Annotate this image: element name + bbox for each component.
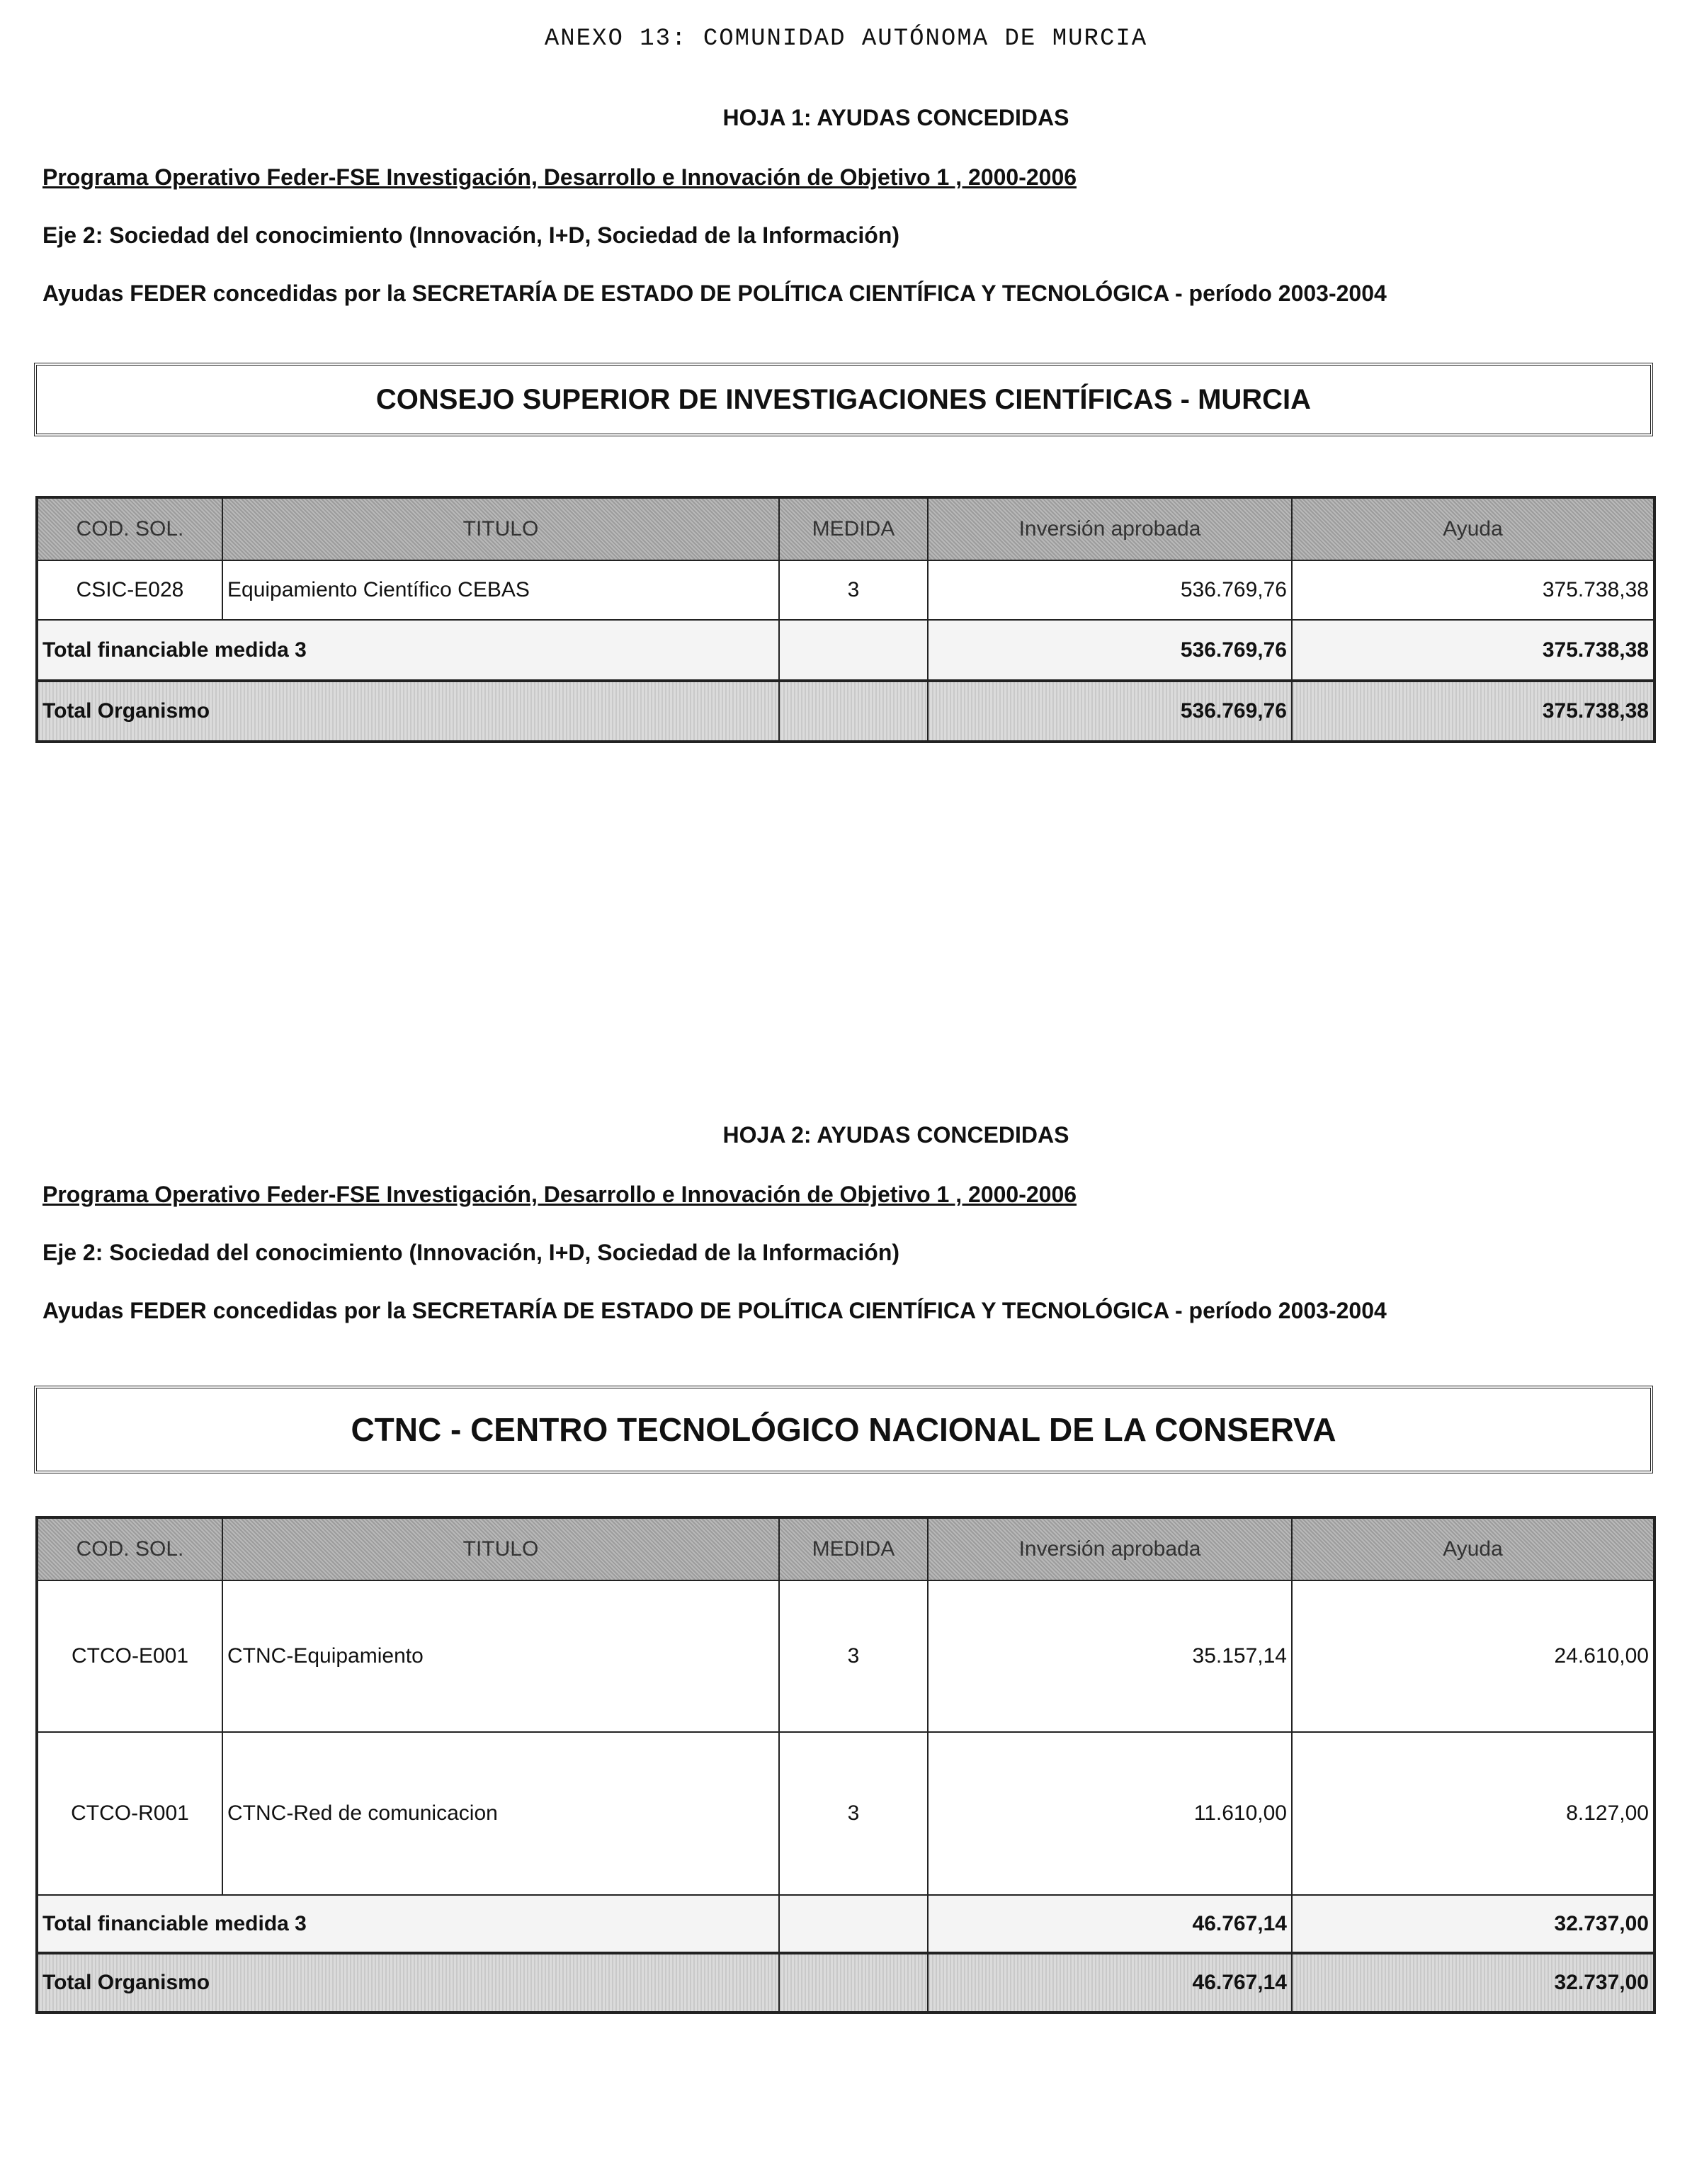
total-organismo-row bbox=[37, 681, 1654, 742]
col-ayuda: Ayuda bbox=[1292, 497, 1654, 560]
cell-medida: 3 bbox=[779, 560, 928, 620]
hoja-2-organismo-box bbox=[34, 1386, 1653, 1473]
total-organismo-row bbox=[37, 1953, 1654, 2013]
total-medida-row bbox=[37, 620, 1654, 681]
cell-cod: CTCO-R001 bbox=[37, 1732, 222, 1895]
total-organismo-empty bbox=[779, 1953, 928, 2013]
total-organismo-empty bbox=[779, 681, 928, 742]
cell-inversion: 35.157,14 bbox=[928, 1580, 1292, 1732]
annex-title: ANEXO 13: COMUNIDAD AUTÓNOMA DE MURCIA bbox=[544, 26, 1148, 52]
cell-inversion: 11.610,00 bbox=[928, 1732, 1292, 1895]
cell-titulo: CTNC-Red de comunicacion bbox=[222, 1732, 779, 1895]
total-medida-empty bbox=[779, 620, 928, 681]
cell-titulo: CTNC-Equipamiento bbox=[222, 1580, 779, 1732]
total-medida-label: Total financiable medida 3 bbox=[37, 620, 779, 681]
total-organismo-inversion: 46.767,14 bbox=[928, 1953, 1292, 2013]
col-titulo: TITULO bbox=[222, 1517, 779, 1580]
col-inversion: Inversión aprobada bbox=[928, 1517, 1292, 1580]
hoja-1-ayudas: Ayudas FEDER concedidas por la SECRETARÍA DE ESTADO DE POLÍTICA CIENTÍFICA Y TECNOLÓGICA - período 2003-2004 bbox=[42, 281, 1387, 306]
total-medida-ayuda: 32.737,00 bbox=[1292, 1895, 1654, 1953]
total-medida-inversion: 536.769,76 bbox=[928, 620, 1292, 681]
hoja-1-eje: Eje 2: Sociedad del conocimiento (Innovación, I+D, Sociedad de la Información) bbox=[42, 222, 900, 248]
col-ayuda: Ayuda bbox=[1292, 1517, 1654, 1580]
hoja-2-ayudas: Ayudas FEDER concedidas por la SECRETARÍA DE ESTADO DE POLÍTICA CIENTÍFICA Y TECNOLÓGICA - período 2003-2004 bbox=[42, 1298, 1387, 1323]
cell-inversion: 536.769,76 bbox=[928, 560, 1292, 620]
hoja-2-table bbox=[35, 1516, 1656, 2014]
hoja-1-title: HOJA 1: AYUDAS CONCEDIDAS bbox=[722, 105, 1069, 130]
col-cod-sol: COD. SOL. bbox=[37, 1517, 222, 1580]
hoja-2-eje: Eje 2: Sociedad del conocimiento (Innovación, I+D, Sociedad de la Información) bbox=[42, 1240, 900, 1265]
col-inversion: Inversión aprobada bbox=[928, 497, 1292, 560]
total-medida-ayuda: 375.738,38 bbox=[1292, 620, 1654, 681]
total-organismo-inversion: 536.769,76 bbox=[928, 681, 1292, 742]
col-medida: MEDIDA bbox=[779, 497, 928, 560]
hoja-1-programa: Programa Operativo Feder-FSE Investigación, Desarrollo e Innovación de Objetivo 1 , 2000-2006 bbox=[42, 164, 1077, 190]
total-organismo-ayuda: 32.737,00 bbox=[1292, 1953, 1654, 2013]
cell-cod: CSIC-E028 bbox=[37, 560, 222, 620]
cell-ayuda: 8.127,00 bbox=[1292, 1732, 1654, 1895]
total-organismo-label: Total Organismo bbox=[37, 1953, 779, 2013]
cell-ayuda: 24.610,00 bbox=[1292, 1580, 1654, 1732]
col-titulo: TITULO bbox=[222, 497, 779, 560]
total-medida-empty bbox=[779, 1895, 928, 1953]
cell-cod: CTCO-E001 bbox=[37, 1580, 222, 1732]
total-medida-label: Total financiable medida 3 bbox=[37, 1895, 779, 1953]
col-medida: MEDIDA bbox=[779, 1517, 928, 1580]
table-header-row bbox=[37, 497, 1654, 560]
total-medida-inversion: 46.767,14 bbox=[928, 1895, 1292, 1953]
cell-titulo: Equipamiento Científico CEBAS bbox=[222, 560, 779, 620]
col-cod-sol: COD. SOL. bbox=[37, 497, 222, 560]
cell-medida: 3 bbox=[779, 1732, 928, 1895]
hoja-1-organismo: CONSEJO SUPERIOR DE INVESTIGACIONES CIENTÍFICAS - MURCIA bbox=[375, 383, 1312, 415]
total-organismo-ayuda: 375.738,38 bbox=[1292, 681, 1654, 742]
table-row bbox=[37, 560, 1654, 620]
total-organismo-label: Total Organismo bbox=[37, 681, 779, 742]
table-row bbox=[37, 1580, 1654, 1732]
hoja-1-organismo-box bbox=[34, 363, 1653, 436]
cell-ayuda: 375.738,38 bbox=[1292, 560, 1654, 620]
hoja-2-programa: Programa Operativo Feder-FSE Investigación, Desarrollo e Innovación de Objetivo 1 , 2000-2006 bbox=[42, 1182, 1077, 1207]
hoja-2-title: HOJA 2: AYUDAS CONCEDIDAS bbox=[722, 1122, 1069, 1148]
total-medida-row bbox=[37, 1895, 1654, 1953]
table-header-row bbox=[37, 1517, 1654, 1580]
table-row bbox=[37, 1732, 1654, 1895]
hoja-1-table bbox=[35, 496, 1656, 743]
cell-medida: 3 bbox=[779, 1580, 928, 1732]
hoja-2-organismo: CTNC - CENTRO TECNOLÓGICO NACIONAL DE LA CONSERVA bbox=[351, 1411, 1336, 1448]
